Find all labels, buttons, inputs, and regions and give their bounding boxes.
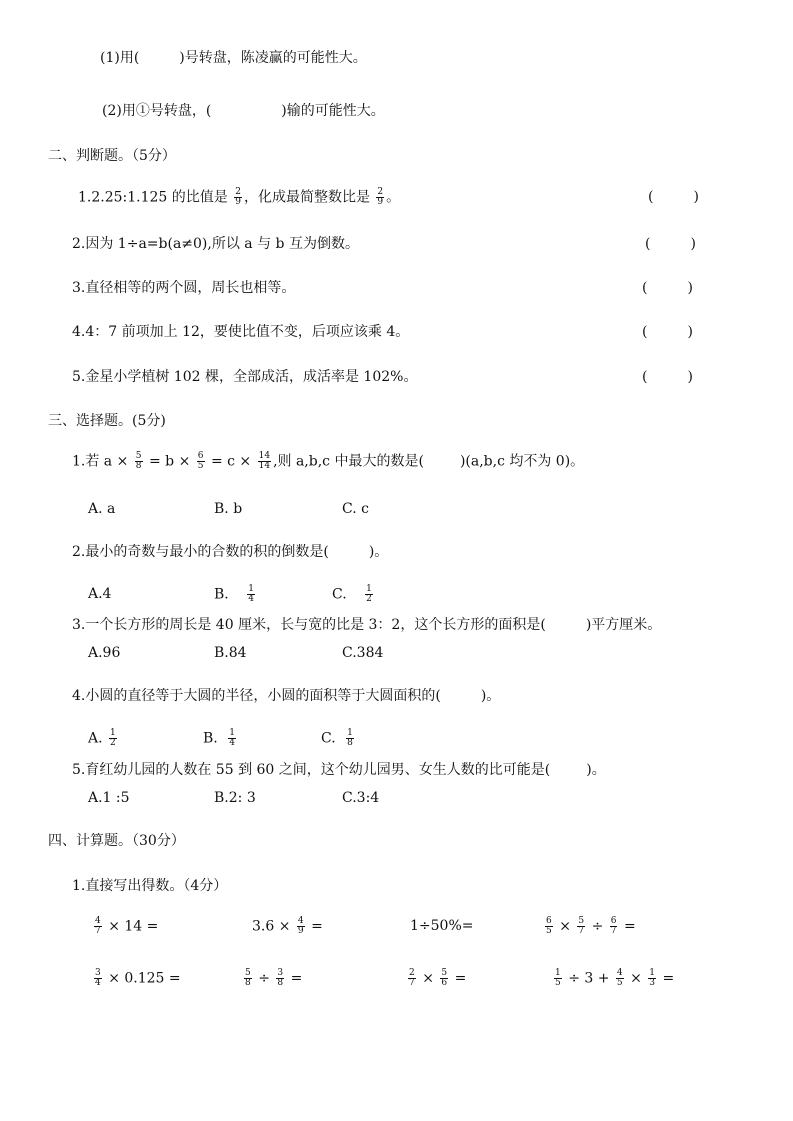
fraction: $\frac{1}{4}$ — [229, 728, 235, 748]
answer-bracket[interactable]: ( ) — [642, 324, 693, 340]
calc-expression: $\frac{2}{7}$ × $\frac{5}{6}$ = — [409, 968, 467, 988]
judge-item-3: 3.直径相等的两个圆，周长也相等。 — [72, 280, 296, 296]
calc-expression: 1÷50%= — [410, 918, 474, 934]
option-a[interactable]: A. $\frac{1}{2}$ — [88, 728, 116, 748]
option-b[interactable]: B.84 — [214, 645, 247, 661]
calc-expression: $\frac{3}{4}$ × 0.125 = — [95, 968, 181, 988]
fraction: $\frac{1}{3}$ — [649, 968, 656, 988]
calc-expression: 3.6 × $\frac{4}{9}$ = — [252, 916, 323, 936]
option-b[interactable]: B. $\frac{1}{4}$ — [203, 728, 235, 748]
fraction: $\frac{2}{9}$ — [235, 187, 241, 207]
fraction: $\frac{4}{7}$ — [95, 916, 101, 936]
option-c[interactable]: C. $\frac{1}{8}$ — [321, 728, 353, 748]
fraction: $\frac{4}{5}$ — [616, 968, 623, 988]
judge-item-2: 2.因为 1÷a=b(a≠0),所以 a 与 b 互为倒数。 — [72, 236, 359, 252]
fraction: $\frac{14}{14}$ — [258, 451, 271, 471]
option-a[interactable]: A.96 — [88, 645, 121, 661]
fraction: $\frac{5}{6}$ — [441, 968, 448, 988]
fraction: $\frac{5}{7}$ — [578, 916, 585, 936]
judge-item-4: 4.4：7 前项加上 12，要使比值不变，后项应该乘 4。 — [72, 324, 410, 340]
fraction: $\frac{5}{8}$ — [135, 451, 142, 471]
option-c[interactable]: C.384 — [342, 645, 384, 661]
fraction: $\frac{4}{9}$ — [297, 916, 304, 936]
option-c[interactable]: C. c — [342, 501, 369, 517]
fraction: $\frac{6}{5}$ — [546, 916, 552, 936]
calc-expression: $\frac{4}{7}$ × 14 = — [95, 916, 159, 936]
section-2-title: 二、判断题。（5分） — [48, 148, 176, 164]
option-a[interactable]: A.4 — [88, 586, 112, 602]
answer-bracket[interactable]: ( ) — [642, 369, 693, 385]
fraction: $\frac{6}{7}$ — [610, 916, 617, 936]
option-c[interactable]: C. $\frac{1}{2}$ — [332, 584, 372, 604]
option-a[interactable]: A. a — [88, 501, 116, 517]
choice-question-3: 3.一个长方形的周长是 40 厘米，长与宽的比是 3：2，这个长方形的面积是( )平方厘米。 — [72, 617, 662, 633]
fraction: $\frac{1}{5}$ — [555, 968, 561, 988]
answer-bracket[interactable]: ( ) — [645, 236, 696, 252]
section-4-title: 四、计算题。（30分） — [48, 833, 185, 849]
option-b[interactable]: B.2: 3 — [214, 790, 256, 806]
judge-item-1: 1.2.25:1.125 的比值是 $\frac{2}{9}$ ，化成最简整数比是 $\frac{2}{9}$ 。 — [78, 187, 401, 207]
cont-question-2: (2)用①号转盘，( )输的可能性大。 — [102, 103, 385, 119]
choice-question-5: 5.育红幼儿园的人数在 55 到 60 之间，这个幼儿园男、女生人数的比可能是( )。 — [72, 762, 606, 778]
calc-expression: $\frac{6}{5}$ × $\frac{5}{7}$ ÷ $\frac{6}{7}$ = — [546, 916, 636, 936]
calc-subsection-1: 1.直接写出得数。（4分） — [72, 878, 228, 894]
fraction: $\frac{2}{7}$ — [409, 968, 415, 988]
fraction: $\frac{6}{5}$ — [197, 451, 204, 471]
answer-bracket[interactable]: ( ) — [642, 280, 693, 296]
calc-expression: $\frac{5}{8}$ ÷ $\frac{3}{8}$ = — [245, 968, 303, 988]
fraction: $\frac{1}{2}$ — [110, 728, 116, 748]
fraction: $\frac{3}{4}$ — [95, 968, 101, 988]
choice-question-1: 1.若 a × $\frac{5}{8}$ = b × $\frac{6}{5}$ = c × $\frac{14}{14}$ ,则 a,b,c 中最大的数是( )(a,b,c 均不为 0)。 — [72, 451, 585, 471]
judge-item-5: 5.金星小学植树 102 棵，全部成活，成活率是 102%。 — [72, 369, 418, 385]
choice-question-4: 4.小圆的直径等于大圆的半径，小圆的面积等于大圆面积的( )。 — [72, 688, 501, 704]
option-a[interactable]: A.1 :5 — [88, 790, 130, 806]
section-3-title: 三、选择题。(5分) — [48, 413, 166, 429]
option-b[interactable]: B. $\frac{1}{4}$ — [214, 584, 254, 604]
calc-expression: $\frac{1}{5}$ ÷ 3 + $\frac{4}{5}$ × $\frac{1}{3}$ = — [555, 968, 675, 988]
option-b[interactable]: B. b — [214, 501, 243, 517]
fraction: $\frac{1}{2}$ — [366, 584, 372, 604]
fraction: $\frac{1}{4}$ — [248, 584, 254, 604]
fraction: $\frac{2}{9}$ — [377, 187, 384, 207]
fraction: $\frac{5}{8}$ — [245, 968, 251, 988]
fraction: $\frac{1}{8}$ — [347, 728, 353, 748]
option-c[interactable]: C.3:4 — [342, 790, 380, 806]
answer-bracket[interactable]: ( ) — [648, 189, 699, 205]
cont-question-1: (1)用( )号转盘，陈凌赢的可能性大。 — [100, 50, 367, 66]
choice-question-2: 2.最小的奇数与最小的合数的积的倒数是( )。 — [72, 544, 389, 560]
fraction: $\frac{3}{8}$ — [277, 968, 284, 988]
